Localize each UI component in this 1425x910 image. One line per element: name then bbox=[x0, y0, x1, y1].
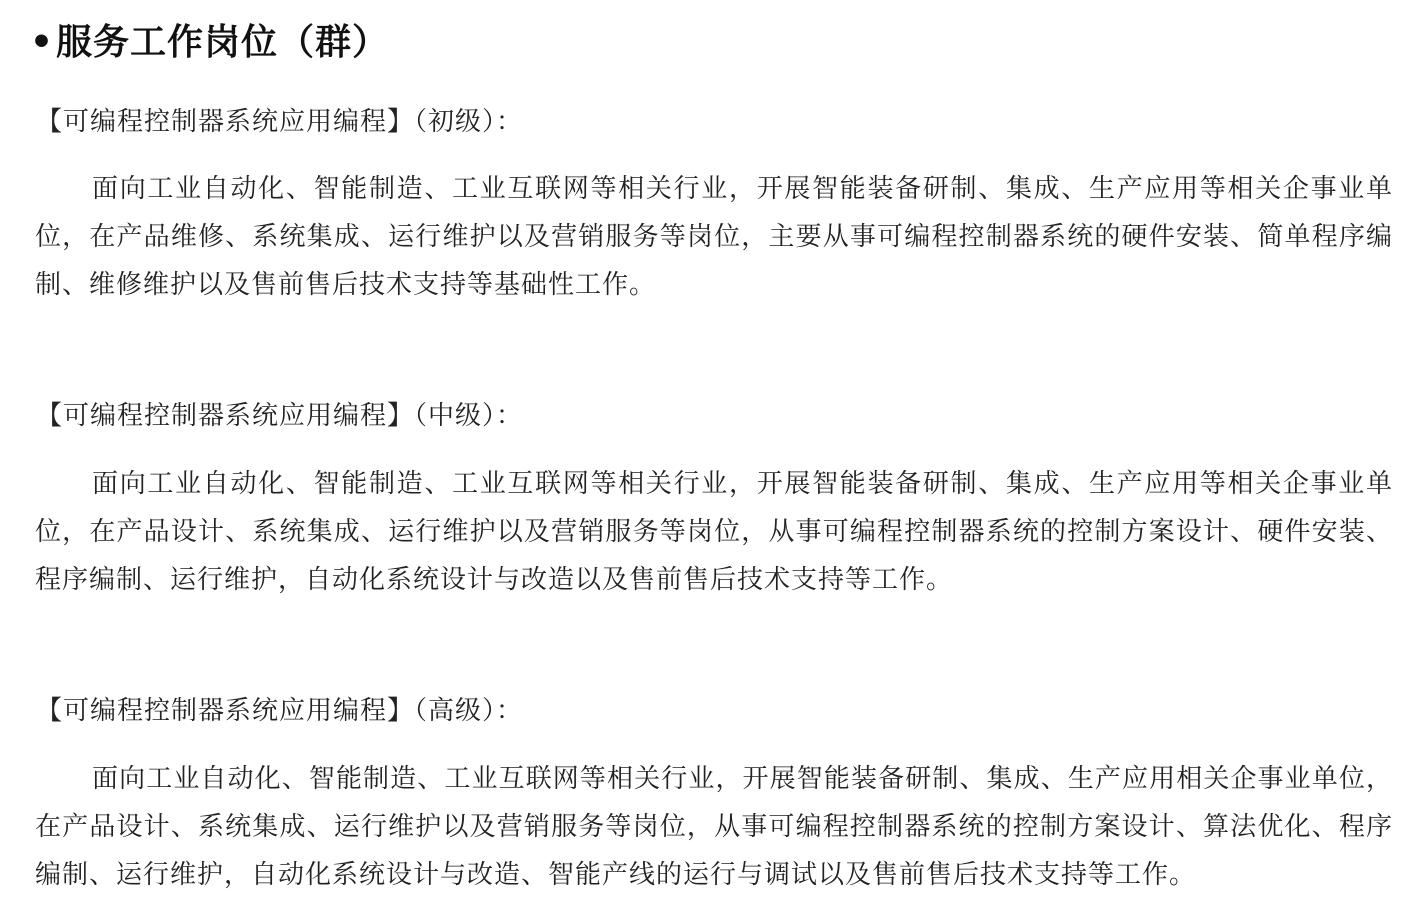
section-body-intermediate: 面向工业自动化、智能制造、工业互联网等相关行业，开展智能装备研制、集成、生产应用等相关企事业单位，在产品设计、系统集成、运行维护以及营销服务等岗位，从事可编程控制器系统的控制方案设计、硬件安装、程序编制、运行维护，自动化系统设计与改造以及售前售后技术支持等工作。 bbox=[35, 469, 1393, 595]
section-heading-senior: 【可编程控制器系统应用编程】（高级）： bbox=[36, 696, 524, 726]
bullet-icon: • bbox=[30, 22, 55, 63]
section-heading-intermediate: 【可编程控制器系统应用编程】（中级）： bbox=[36, 401, 524, 431]
section-body-senior: 面向工业自动化、智能制造、工业互联网等相关行业，开展智能装备研制、集成、生产应用相关企事业单位，在产品设计、系统集成、运行维护以及营销服务等岗位，从事可编程控制器系统的控制方案设计、算法优化、程序编制、运行维护，自动化系统设计与改造、智能产线的运行与调试以及售前售后技术支持等工作。 bbox=[35, 764, 1393, 890]
page-title bbox=[30, 18, 389, 68]
section-heading-junior: 【可编程控制器系统应用编程】（初级）： bbox=[36, 107, 524, 137]
page-title-text: 服务工作岗位（群） bbox=[56, 22, 390, 63]
section-body-junior: 面向工业自动化、智能制造、工业互联网等相关行业，开展智能装备研制、集成、生产应用等相关企事业单位，在产品维修、系统集成、运行维护以及营销服务等岗位，主要从事可编程控制器系统的硬件安装、简单程序编制、维修维护以及售前售后技术支持等基础性工作。 bbox=[35, 174, 1393, 300]
